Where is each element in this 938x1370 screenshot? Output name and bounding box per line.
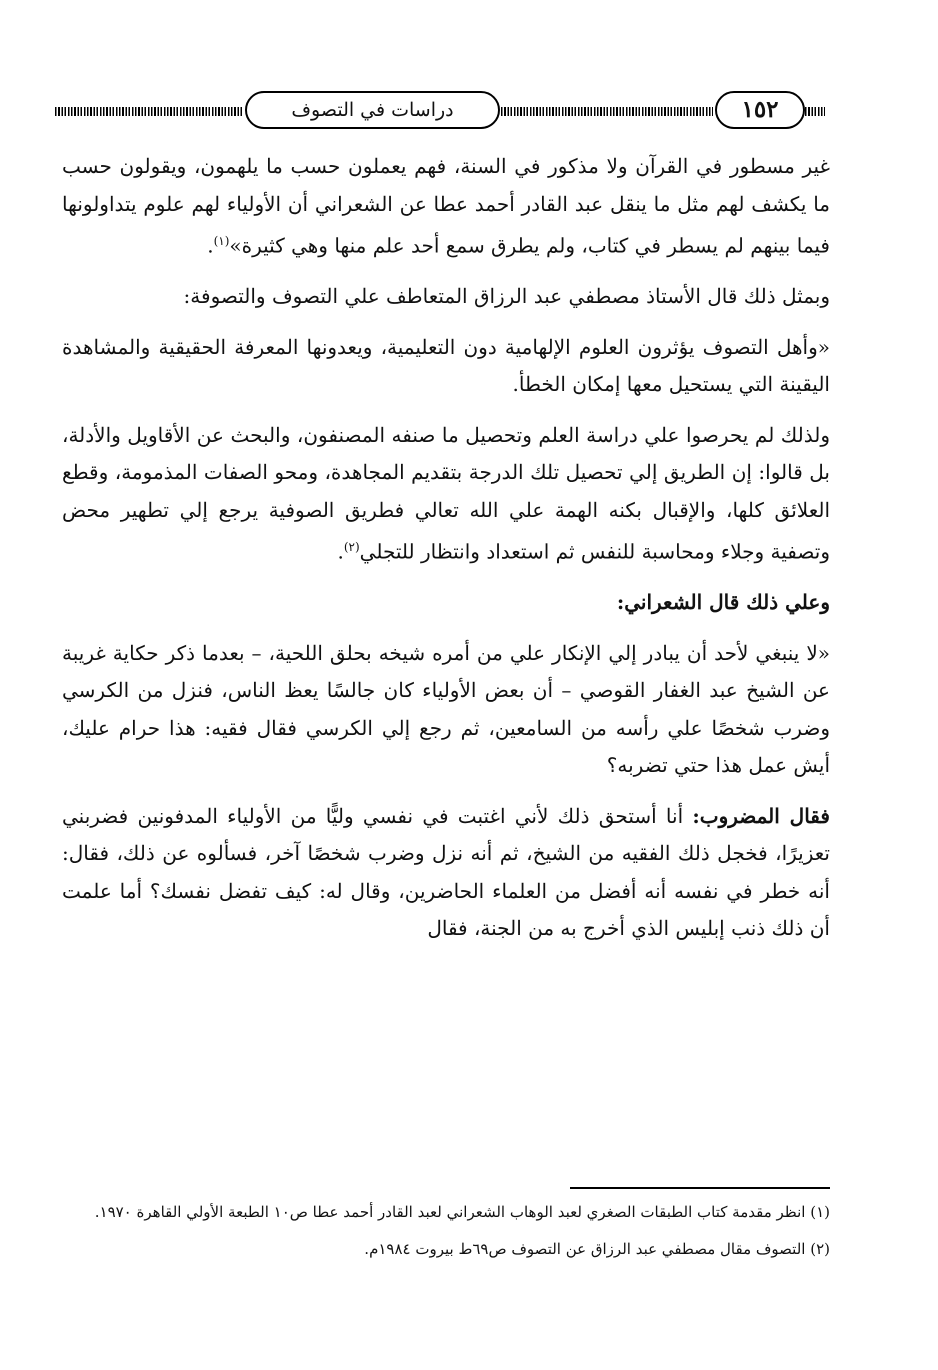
header-ornament-rule (55, 107, 243, 116)
footnote-ref: (١) (213, 234, 230, 248)
footnote-1: (١) انظر مقدمة كتاب الطبقات الصغري لعبد الوهاب الشعراني لعبد القادر أحمد عطا ص١٠ الطبعة الأولي القاهرة ١٩٧٠. (94, 1203, 830, 1221)
header-ornament-rule (501, 107, 713, 116)
running-title: دراسات في التصوف (245, 91, 500, 129)
footnotes (62, 1197, 830, 1271)
paragraph (62, 148, 830, 265)
paragraph (62, 798, 830, 948)
paragraph-text: ولذلك لم يحرصوا علي دراسة العلم وتحصيل ما صنفه المصنفون، والبحث عن الأقاويل والأدلة، بل قالوا: إن الطريق إلي تحصيل تلك الدرجة بتقديم المجاهدة، ومحو الصفات المذمومة، وقطع العلائق كلها، والإقبال بكنه الهمة علي الله تعالي فطريق الصوفية يرجع إلي تطهير محض وتصفية وجلاء ومحاسبة للنفس ثم استعداد وانتظار للتجلي (62, 422, 830, 564)
paragraph: وبمثل ذلك قال الأستاذ مصطفي عبد الرزاق المتعاطف علي التصوف والتصوفة: (183, 284, 830, 309)
header-ornament-rule (805, 107, 825, 116)
quote-paragraph: «وأهل التصوف يؤثرون العلوم الإلهامية دون التعليمية، ويعدونها المعرفة الحقيقية والمشاهدة اليقينة التي يستحيل معها إمكان الخطأ. (62, 334, 830, 397)
main-text (62, 148, 830, 961)
paragraph (62, 417, 830, 572)
bold-lead: فقال المضروب: (692, 803, 830, 828)
paragraph-text: غير مسطور في القرآن ولا مذكور في السنة، فهم يعملون حسب ما يلهمون، ويقولون حسب ما يكشف لهم مثل ما ينقل عبد القادر أحمد عطا عن الشعراني أن الأولياء لهم علوم يتداولونها فيما بينهم لم يسطر في كتاب، ولم يطرق سمع أحد علم منها وهي كثيرة» (62, 154, 830, 258)
footnote-2: (٢) التصوف مقال مصطفي عبد الرزاق عن التصوف ص٦٩ط بيروت ١٩٨٤م. (364, 1240, 830, 1258)
page-header (55, 88, 825, 134)
punctuation: . (337, 539, 344, 564)
footnote-ref: (٢) (343, 540, 360, 555)
page-number: ١٥٢ (715, 91, 805, 129)
footnote-separator (570, 1187, 830, 1189)
punctuation: . (207, 233, 214, 258)
paragraph-text: أنا أستحق ذلك لأني اغتبت في نفسي وليًّا من الأولياء المدفونين فضربني تعزيرًا، فخجل ذلك الفقيه من الشيخ، ثم أنه نزل وضرب شخصًا آخر، فسألوه عن ذلك، فقال: أنه خطر في نفسه أنه أفضل من العلماء الحاضرين، وقال له: كيف تفضل نفسك؟ أما علمت أن ذلك ذنب إبليس الذي أخرج به من الجنة، فقال (62, 803, 830, 941)
section-lead: وعلي ذلك قال الشعراني: (616, 590, 830, 615)
quote-paragraph: «لا ينبغي لأحد أن يبادر إلي الإنكار علي من أمره شيخه بحلق اللحية، – بعدما ذكر حكاية غريبة عن الشيخ عبد الغفار القوصي – أن بعض الأولياء كان جالسًا يعظ الناس، فنزل من الكرسي وضرب شخصًا علي رأسه من السامعين، ثم رجع إلي الكرسي فقال فقيه: هذا حرام عليك، أيش عمل هذا حتي تضربه؟ (62, 640, 830, 778)
